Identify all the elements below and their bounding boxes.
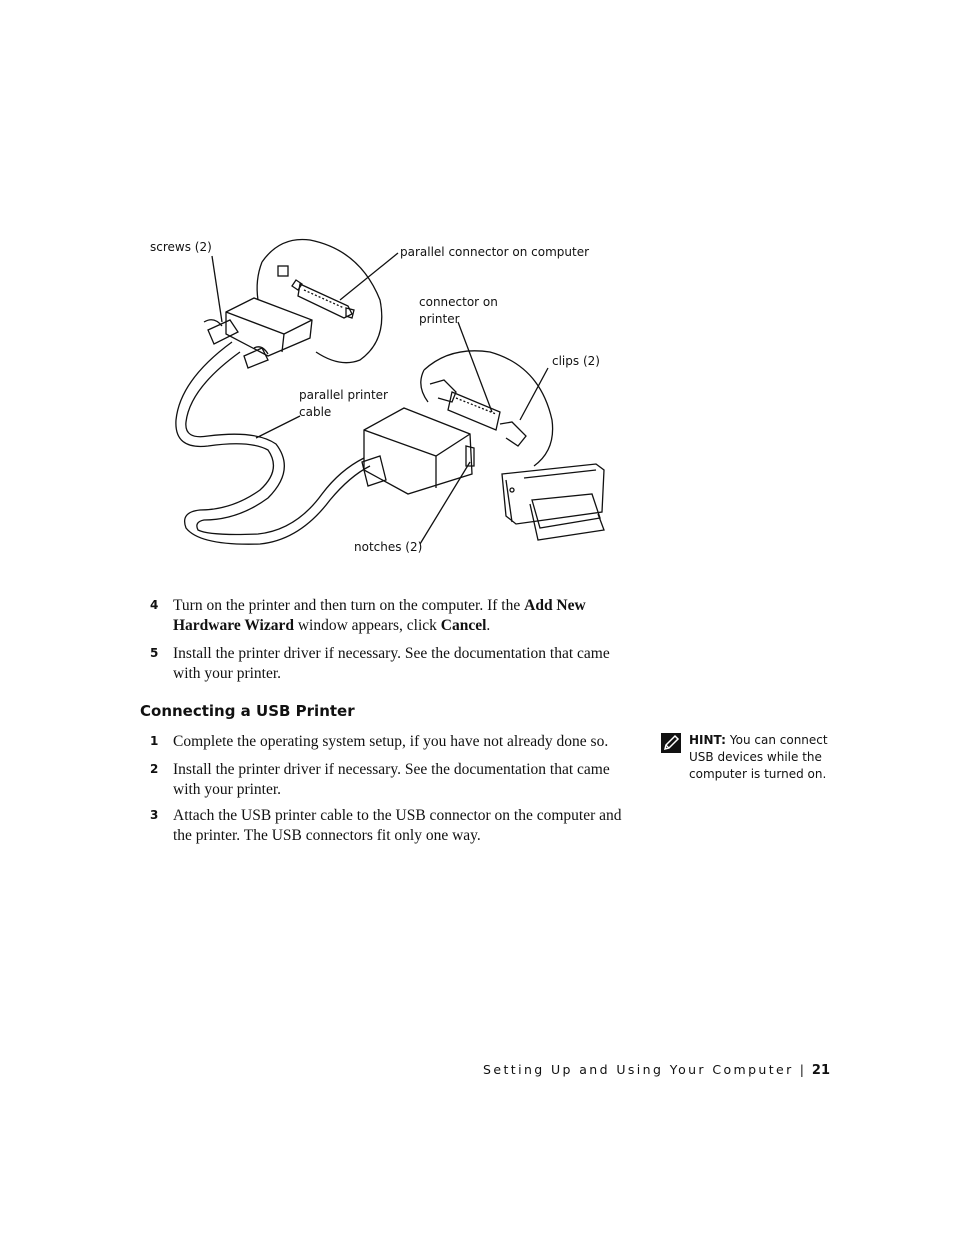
label-connector-on-printer-1: connector on: [419, 295, 498, 309]
label-parallel-cable-2: cable: [299, 405, 332, 419]
parallel-printer-cable: [176, 342, 370, 544]
cancel-term: Cancel: [440, 616, 487, 634]
printer-body: [502, 464, 604, 540]
step-number: 1: [150, 734, 159, 748]
hint-label: HINT:: [689, 733, 726, 747]
footer-title: Setting Up and Using Your Computer: [483, 1062, 794, 1077]
step-4: [150, 596, 630, 635]
step-number: 4: [150, 598, 159, 612]
page-footer: [483, 1062, 830, 1078]
step-5: [150, 644, 630, 683]
add-new-hardware-wizard-term: Add New Hardware Wizard: [173, 597, 586, 634]
note-pencil-icon: [660, 732, 682, 754]
label-notches: notches (2): [354, 540, 423, 554]
label-parallel-cable-1: parallel printer: [299, 388, 388, 402]
step-number: 2: [150, 762, 159, 776]
label-clips: clips (2): [552, 354, 600, 368]
footer-separator: |: [799, 1062, 804, 1077]
label-parallel-connector-computer: parallel connector on computer: [400, 245, 590, 259]
usb-step-2: [150, 760, 630, 799]
step-text: Attach the USB printer cable to the USB connector on the computer and the printer. The USB connectors fit only one way.: [173, 807, 622, 844]
step-number: 3: [150, 808, 159, 822]
section-heading: Connecting a USB Printer: [140, 702, 355, 720]
printer-parallel-port: [430, 380, 526, 446]
step-text: Turn on the printer and then turn on the computer. If the Add New Hardware Wizard window appears, click Cancel.: [173, 597, 586, 634]
step-text: Complete the operating system setup, if you have not already done so.: [173, 733, 609, 750]
hint-text: HINT: You can connect USB devices while the computer is turned on.: [689, 733, 828, 781]
cable-printer-connector: [362, 408, 474, 494]
computer-panel-circle: [257, 239, 382, 362]
usb-step-1: [150, 732, 630, 752]
step-number: 5: [150, 646, 159, 660]
hint-note: [660, 732, 840, 781]
label-connector-on-printer-2: printer: [419, 312, 460, 326]
step-text: Install the printer driver if necessary. See the documentation that came with your printer.: [173, 761, 610, 798]
printer-panel-circle: [421, 351, 553, 466]
usb-step-3: [150, 806, 630, 845]
label-screws: screws (2): [150, 240, 212, 254]
page-number: 21: [811, 1063, 830, 1078]
cable-computer-connector: [208, 298, 312, 368]
computer-parallel-port: [292, 280, 354, 318]
step-text: Install the printer driver if necessary. See the documentation that came with your printer.: [173, 645, 610, 682]
